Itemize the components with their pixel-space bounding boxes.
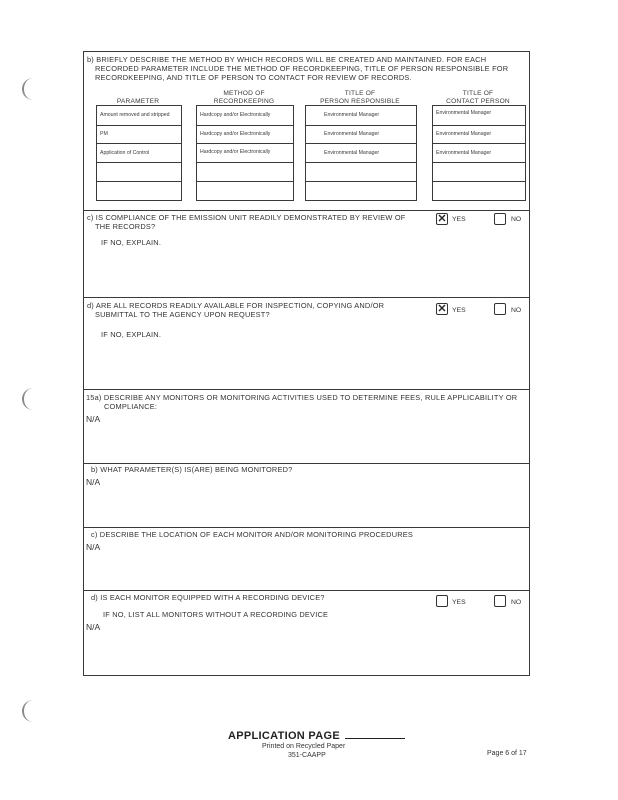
divider — [83, 590, 529, 591]
table-cell: Environmental Manager — [324, 150, 380, 156]
binder-hole-top — [22, 78, 38, 100]
binder-hole-middle — [22, 388, 38, 410]
header-contact-person: TITLE OF CONTACT PERSON — [446, 90, 510, 105]
table-cell: Hardcopy and/or Electronically — [200, 112, 271, 118]
table-cell: Amount removed and stripped — [100, 112, 170, 118]
section-d-explain: IF NO, EXPLAIN. — [101, 330, 162, 339]
section-b-line1: b) BRIEFLY DESCRIBE THE METHOD BY WHICH RECORDS WILL BE CREATED AND MAINTAINED. FOR EACH — [87, 55, 487, 64]
section-15c-answer: N/A — [86, 542, 101, 552]
column-parameter — [96, 105, 182, 201]
header-parameter: PARAMETER — [116, 98, 160, 105]
divider — [83, 463, 529, 464]
header-person-responsible: TITLE OF PERSON RESPONSIBLE — [320, 90, 400, 105]
section-c-explain: IF NO, EXPLAIN. — [101, 238, 162, 247]
column-person-responsible — [305, 105, 417, 201]
divider — [83, 210, 529, 211]
footer-page-number: Page 6 of 17 — [487, 750, 527, 757]
divider — [83, 389, 529, 390]
table-cell: Hardcopy and/or Electronically — [200, 149, 271, 155]
section-15b-question: b) WHAT PARAMETER(S) IS(ARE) BEING MONITORED? — [91, 465, 293, 474]
table-cell: Environmental Manager — [324, 131, 380, 137]
table-cell: Environmental Manager — [436, 110, 492, 116]
section-15d-sub: IF NO, LIST ALL MONITORS WITHOUT A RECORDING DEVICE — [103, 610, 329, 619]
section-c-no-label: NO — [511, 216, 522, 223]
column-contact-person — [432, 105, 526, 201]
divider — [83, 527, 529, 528]
section-15a-question: 15a) DESCRIBE ANY MONITORS OR MONITORING ACTIVITIES USED TO DETERMINE FEES, RULE APPLICABILITY OR COMPLIANCE: — [86, 393, 518, 411]
table-cell: PM — [100, 131, 108, 137]
section-15d-no-checkbox[interactable] — [494, 595, 506, 607]
section-15a-answer: N/A — [86, 414, 101, 424]
section-d-yes-label: YES — [452, 307, 466, 314]
binder-hole-bottom — [22, 700, 38, 722]
section-d-question: d) ARE ALL RECORDS READILY AVAILABLE FOR INSPECTION, COPYING AND/OR SUBMITTAL TO THE AGENCY UPON REQUEST? — [87, 301, 385, 319]
section-15b-answer: N/A — [86, 477, 101, 487]
section-d-yes-checkbox[interactable]: ✕ — [437, 303, 447, 315]
table-cell: Environmental Manager — [324, 112, 380, 118]
section-15c-question: c) DESCRIBE THE LOCATION OF EACH MONITOR AND/OR MONITORING PROCEDURES — [91, 530, 414, 539]
section-c-yes-checkbox[interactable]: ✕ — [437, 213, 447, 225]
section-c-no-checkbox[interactable] — [494, 213, 506, 225]
section-15d-no-label: NO — [511, 599, 522, 606]
section-15d-question: d) IS EACH MONITOR EQUIPPED WITH A RECORDING DEVICE? — [91, 593, 325, 602]
table-cell: Application of Control — [100, 150, 150, 156]
table-cell: Environmental Manager — [436, 150, 492, 156]
section-15d-yes-label: YES — [452, 599, 466, 606]
footer-recycled: Printed on Recycled Paper — [262, 743, 346, 750]
divider — [83, 297, 529, 298]
footer-form-id: 351-CAAPP — [288, 752, 326, 759]
section-15d-answer: N/A — [86, 622, 101, 632]
section-d-no-label: NO — [511, 307, 522, 314]
table-cell: Hardcopy and/or Electronically — [200, 131, 271, 137]
header-method: METHOD OF RECORDKEEPING — [213, 90, 275, 105]
section-b-line2: RECORDED PARAMETER INCLUDE THE METHOD OF RECORDKEEPING, TITLE OF PERSON RESPONSIBLE FOR — [95, 64, 509, 73]
section-c-question: c) IS COMPLIANCE OF THE EMISSION UNIT READILY DEMONSTRATED BY REVIEW OF THE RECORDS? — [87, 213, 406, 231]
column-method — [196, 105, 294, 201]
section-b-line3: RECORDKEEPING, AND TITLE OF PERSON TO CONTACT FOR REVIEW OF RECORDS. — [95, 73, 412, 82]
section-c-yes-label: YES — [452, 216, 466, 223]
section-b-instructions — [87, 55, 508, 82]
page-number-line — [345, 737, 405, 739]
section-15d-yes-checkbox[interactable] — [436, 595, 448, 607]
table-cell: Environmental Manager — [436, 131, 492, 137]
section-d-no-checkbox[interactable] — [494, 303, 506, 315]
footer-title: APPLICATION PAGE — [228, 730, 405, 742]
